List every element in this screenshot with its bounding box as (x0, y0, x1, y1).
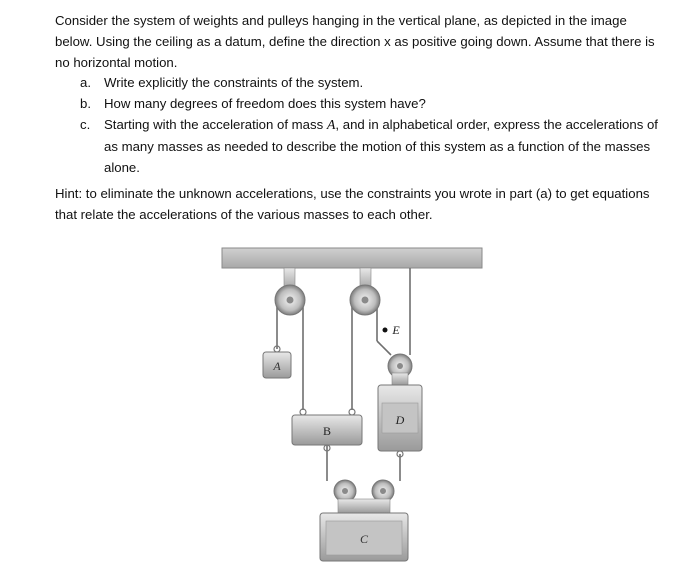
mass-variable: A (326, 118, 336, 133)
problem-intro: Consider the system of weights and pulleys hanging in the vertical plane, as depicted in the image below. Using the ceiling as a datum, define the direction x as positive going down. Assume that there is no horizontal motion. (55, 13, 655, 70)
question-list (80, 72, 670, 178)
point-e (383, 328, 388, 333)
axle (397, 363, 403, 369)
axle (287, 297, 294, 304)
label-a: A (273, 359, 281, 373)
list-marker: a. (80, 75, 91, 90)
hint-text: Hint: to eliminate the unknown accelerations, use the constraints you wrote in part (a) to get equations that relate the accelerations of the various masses to each other. (55, 186, 650, 222)
question-item-a (80, 72, 670, 93)
pulley-c-bracket (338, 499, 390, 513)
axle (380, 488, 386, 494)
question-item-b (80, 93, 670, 114)
pulley-system-figure (220, 245, 485, 567)
pulley-d-bracket (392, 373, 408, 385)
question-text: How many degrees of freedom does this system have? (104, 96, 426, 111)
label-e: E (392, 323, 400, 337)
label-d: D (395, 413, 405, 427)
label-c: C (359, 532, 369, 546)
list-marker: c. (80, 117, 91, 132)
question-text-before: Starting with the acceleration of mass (104, 117, 327, 132)
axle (342, 488, 348, 494)
axle (362, 297, 369, 304)
question-text-after: , and in alphabetical order, express the accelerations of as many masses as needed to describe the motion of this system as a function of the masses alone. (104, 117, 658, 175)
question-item-c (80, 114, 670, 178)
ceiling (222, 248, 482, 268)
list-marker: b. (80, 96, 91, 111)
label-b: B (322, 424, 332, 438)
question-text: Write explicitly the constraints of the system. (104, 75, 364, 90)
